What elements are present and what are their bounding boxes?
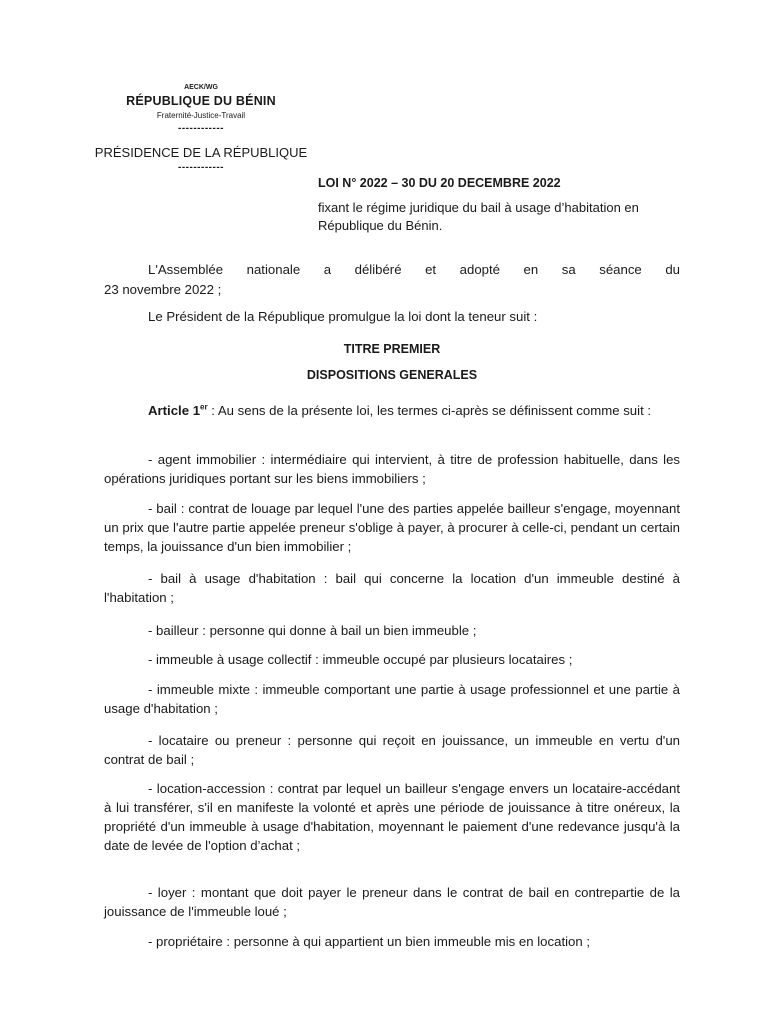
definition-item: - immeuble à usage collectif : immeuble occupé par plusieurs locataires ; [148, 652, 573, 667]
definition-item: - bail à usage d'habitation : bail qui concerne la location d'un immeuble destiné à l'habitation ; [104, 571, 680, 605]
assembly-statement-line1: L'Assemblée nationale a délibéré et adopté en sa séance du [148, 262, 680, 277]
header-separator: ------------ [178, 162, 224, 173]
article-1-intro [104, 401, 680, 420]
national-motto: Fraternité-Justice-Travail [156, 111, 246, 120]
definition-item: - location-accession : contrat par lequel un bailleur s'engage envers un locataire-accédant à lui transférer, s'il en manifeste la volonté et après une période de jouissance à titre onéreux, la propriété d'un immeuble à usage d'habitation, moyennant le paiement d'une redevance jusqu'à la date de levée de l'option d’achat ; [104, 781, 680, 853]
definition-item: - loyer : montant que doit payer le preneur dans le contrat de bail en contrepartie de la jouissance de l'immeuble loué ; [104, 885, 680, 919]
header-separator: ------------ [178, 123, 224, 134]
definition-item: - propriétaire : personne à qui appartient un bien immeuble mis en location ; [148, 934, 591, 949]
country-name: RÉPUBLIQUE DU BÉNIN [126, 94, 276, 108]
law-subtitle: fixant le régime juridique du bail à usage d’habitation en République du Bénin. [318, 200, 639, 233]
definition-item: - agent immobilier : intermédiaire qui intervient, à titre de profession habituelle, dans les opérations juridiques portant sur les biens immobiliers ; [104, 452, 680, 486]
definition-item: - bailleur : personne qui donne à bail un bien immeuble ; [148, 623, 477, 638]
article-label: Article 1er [148, 402, 208, 418]
issuing-office: PRÉSIDENCE DE LA RÉPUBLIQUE [94, 145, 308, 160]
title-heading: TITRE PREMIER [343, 342, 441, 356]
definition-item: - bail : contrat de louage par lequel l'une des parties appelée bailleur s'engage, moyennant un prix que l'autre partie appelée preneur s'oblige à payer, à procurer à celle-ci, pendant un certain temps, la jouissance d'un bien immobilier ; [104, 501, 680, 554]
definition-item: - locataire ou preneur : personne qui reçoit en jouissance, un immeuble en vertu d'un contrat de bail ; [104, 733, 680, 767]
section-heading: DISPOSITIONS GENERALES [306, 368, 478, 382]
law-title: LOI N° 2022 – 30 DU 20 DECEMBRE 2022 [318, 176, 561, 190]
assembly-statement-line2: 23 novembre 2022 ; [104, 282, 222, 297]
definition-item: - immeuble mixte : immeuble comportant une partie à usage professionnel et une partie à usage d'habitation ; [104, 682, 680, 716]
article-intro-text: : Au sens de la présente loi, les termes ci-après se définissent comme suit : [207, 403, 652, 418]
promulgation-statement: Le Président de la République promulgue la loi dont la teneur suit : [148, 309, 538, 324]
document-reference-code: AECK/WG [184, 84, 218, 91]
